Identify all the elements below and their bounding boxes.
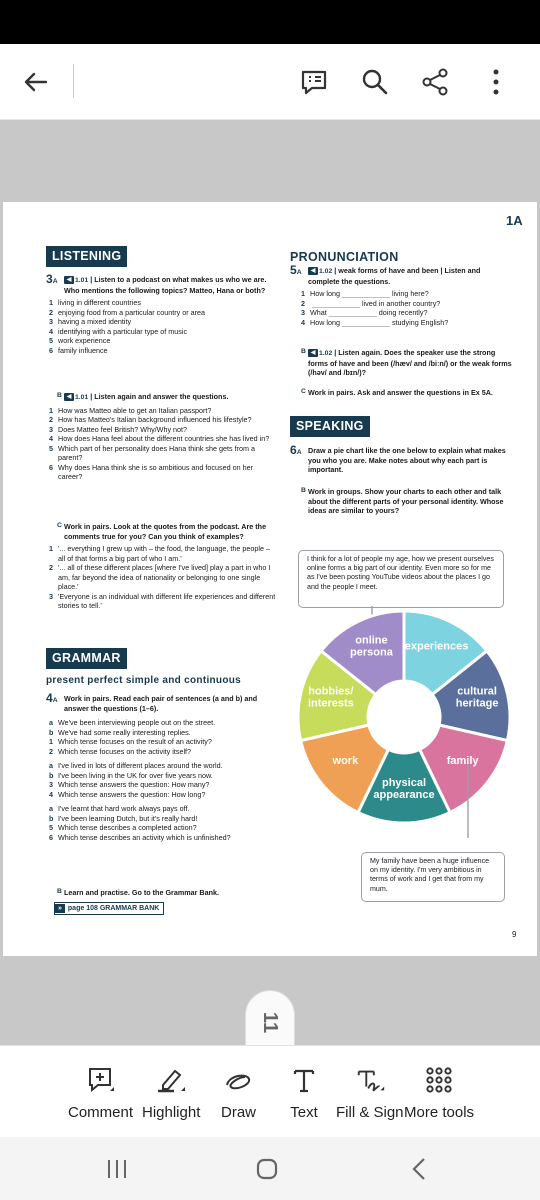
audio-icon: ◀ xyxy=(308,349,318,357)
identity-pie-chart xyxy=(293,606,515,838)
speech-bubble-bottom: My family have been a huge influence on my identity. I'm very ambitious in terms of work and I get that from my mum. xyxy=(361,852,505,902)
pie-label: online persona xyxy=(350,634,393,659)
question-item: 4 How does Hana feel about the different countries she has lived in? xyxy=(49,434,270,444)
pronunciation-header: PRONUNCIATION xyxy=(290,250,399,264)
tool-highlight[interactable]: Highlight xyxy=(142,1064,200,1121)
sentence-line: 2 Which tense focuses on the activity itself? xyxy=(49,746,192,756)
status-bar xyxy=(0,0,540,44)
sentence-line: 6 Which tense describes an activity which is unfinished? xyxy=(49,832,231,842)
exercise-3a: 3A ◀ 1.01 | Listen to a podcast on what makes us who we are. Who mentions the following topics? Matteo, Hana or both? 1 living in different countries 2 enjoying food from a particular country or area 3 having a mixed identity 4 identifying with a particular type of music 5 work experience 6 family influence xyxy=(46,275,276,355)
listening-header: LISTENING xyxy=(46,246,127,267)
exercise-6a: 6A Draw a pie chart like the one below to explain what makes you who you are. Make notes about why each part is important. xyxy=(290,443,506,474)
grammar-header: GRAMMAR xyxy=(46,648,127,669)
grammar-bank-link[interactable]: » page 108 GRAMMAR BANK xyxy=(54,902,164,915)
tool-more-tools[interactable]: More tools xyxy=(404,1064,474,1121)
pie-label: cultural heritage xyxy=(455,685,499,710)
pie-label: experiences xyxy=(404,640,469,653)
home-icon[interactable] xyxy=(255,1157,279,1186)
question-item: 5 Which part of her personality does Hana think she gets from a parent? xyxy=(49,443,255,463)
speaking-header: SPEAKING xyxy=(290,416,370,437)
fill-sign-icon xyxy=(355,1064,387,1096)
comments-icon[interactable] xyxy=(298,66,330,98)
audio-icon: ◀ xyxy=(64,276,74,284)
topic-item: 2 enjoying food from a particular country or area xyxy=(49,307,206,317)
exercise-4a: 4A Work in pairs. Read each pair of sentences (a and b) and answer the questions (1–6). a We've been interviewing people out on the street. b We've had some really interesting replies. 1 Which tense focuses on the result of an activity? 2 Which tense focuses on the activity itself? a I've lived in lots of different places around the world. b I've been living in the UK for over five years now. 3 Which tense answers the question: How many? 4 Which tense answers the question: How long? a I've learnt that hard work always pays off. b I've been learning Dutch, but it's really hard! 5 Which tense describes a completed action? 6 Which tense describes an activity which is unfinished? xyxy=(46,694,276,842)
exercise-6b: B Work in groups. Show your charts to each other and talk about the different parts of your personal identity. Whose ideas are similar to yours? xyxy=(301,487,504,515)
pronunciation-items xyxy=(290,289,512,327)
pie-label: physical appearance xyxy=(373,777,435,801)
question-item: 1 How was Matteo able to get an Italian passport? xyxy=(49,405,212,415)
quote-item: 3 'Everyone is an individual with different life experiences and different stories to tell.' xyxy=(49,591,276,610)
grid-icon xyxy=(423,1064,455,1096)
question-item: 2 How has Matteo's Italian background influenced his lifestyle? xyxy=(49,415,252,425)
back-icon[interactable] xyxy=(408,1157,432,1186)
sentence-line: b I've been learning Dutch, but it's really hard! xyxy=(49,813,198,823)
tool-text[interactable]: Text xyxy=(288,1064,320,1121)
pie-label: hobbies/ interests xyxy=(307,685,354,710)
page-navigation-tab[interactable]: 11 xyxy=(245,990,295,1045)
topics-list xyxy=(46,298,276,355)
text-icon xyxy=(288,1064,320,1096)
draw-icon xyxy=(223,1064,255,1096)
recent-apps-icon[interactable] xyxy=(105,1157,129,1186)
sentence-line: a I've learnt that hard work always pays off. xyxy=(49,804,190,813)
quotes-list xyxy=(46,544,276,611)
question-item: 6 Why does Hana think she is so ambitious and focused on her career? xyxy=(49,462,253,482)
pronunciation-item: 2 ____________ lived in another country? xyxy=(301,298,441,308)
sentence-line: 3 Which tense answers the question: How many? xyxy=(49,780,210,789)
pronunciation-item: 1 How long ____________ living here? xyxy=(301,289,429,299)
grammar-subtitle: present perfect simple and continuous xyxy=(46,675,242,686)
questions-list xyxy=(46,406,276,482)
exercise-3b: B ◀ 1.01 | Listen again and answer the questions. 1 How was Matteo able to get an Italian passport? 2 How has Matteo's Italian background influenced his lifestyle? 3 Does Matteo feel British? Why/Why not? 4 How does Hana feel about the different countries she has lived in? 5 Which part of her personality does Hana think she gets from a parent? 6 Why does Hana think she is so ambitious and focused on her career? xyxy=(46,392,276,482)
topic-item: 3 having a mixed identity xyxy=(49,317,132,327)
audio-icon: ◀ xyxy=(308,267,318,275)
quote-item: 2 '... all of these different places [where I've lived] play a part in who I am, far beyond the idea of nationality or belonging to one single place.' xyxy=(49,563,271,591)
tool-draw[interactable]: Draw xyxy=(221,1064,256,1121)
quote-item: 1 '... everything I grew up with – the food, the language, the people – all of that forms a big part of who I am.' xyxy=(49,544,270,563)
page-number: 9 xyxy=(512,930,517,939)
sentence-line: b I've been living in the UK for over five years now. xyxy=(49,770,213,780)
pronunciation-item: 4 How long ____________ studying English? xyxy=(301,317,449,327)
sentence-line: a I've lived in lots of different places around the world. xyxy=(49,761,223,770)
exercise-4b: B Learn and practise. Go to the Grammar Bank. » page 108 GRAMMAR BANK xyxy=(46,888,276,915)
audio-icon: ◀ xyxy=(64,393,74,401)
pronunciation-item: 3 What ____________ doing recently? xyxy=(301,308,428,318)
sentence-group xyxy=(46,718,276,756)
topic-item: 1 living in different countries xyxy=(49,298,141,308)
top-app-bar xyxy=(0,44,540,120)
system-nav-bar xyxy=(0,1137,540,1200)
unit-badge: 1A xyxy=(506,213,523,228)
sentence-line: 5 Which tense describes a completed action? xyxy=(49,823,197,832)
topic-item: 5 work experience xyxy=(49,336,111,346)
speech-bubble-top: I think for a lot of people my age, how we present ourselves online forms a big part of our identity. Even more so for me as I've been posting YouTube videos about the places I go and the people I meet. xyxy=(298,550,504,608)
exercise-5c: C Work in pairs. Ask and answer the questions in Ex 5A. xyxy=(301,388,493,397)
question-item: 3 Does Matteo feel British? Why/Why not? xyxy=(49,424,188,434)
topic-item: 6 family influence xyxy=(49,345,108,355)
sentence-group xyxy=(46,761,276,799)
divider xyxy=(73,64,74,98)
exercise-5b: B ◀ 1.02 | Listen again. Does the speaker use the strong forms of have and been (/hæv/ and /biːn/) or the weak forms (/həv/ and /bɪn/)? xyxy=(301,348,512,378)
more-vertical-icon[interactable] xyxy=(480,66,512,98)
sentence-line: 4 Which tense answers the question: How long? xyxy=(49,789,206,799)
sentence-line: b We've had some really interesting replies. xyxy=(49,727,191,737)
pie-label: work xyxy=(332,754,359,767)
sentence-line: a We've been interviewing people out on the street. xyxy=(49,718,216,727)
sentence-group xyxy=(46,804,276,842)
document-viewer[interactable] xyxy=(0,120,540,1045)
document-page xyxy=(3,202,537,956)
tool-fill-sign[interactable]: Fill & Sign xyxy=(336,1064,404,1121)
share-icon[interactable] xyxy=(419,66,451,98)
comment-icon xyxy=(85,1064,117,1096)
sentence-line: 1 Which tense focuses on the result of an activity? xyxy=(49,737,212,746)
topic-item: 4 identifying with a particular type of music xyxy=(49,326,188,336)
exercise-3c: C Work in pairs. Look at the quotes from the podcast. Are the comments true for you? Can you think of examples? 1 '... everything I grew up with – the food, the language, the people – all of that forms a big part of who I am.' 2 '... all of these different places [where I've lived] play a part in who I am, far beyond the idea of nationality or belonging to one single place.' 3 'Everyone is an individual with different life experiences and different stories to tell.' xyxy=(46,522,276,611)
back-arrow-icon[interactable] xyxy=(20,66,52,98)
exercise-5a: 5A ◀ 1.02 | weak forms of have and been | Listen and complete the questions. 1 How long ____________ living here? 2 ____________ lived in another country? 3 What ____________ doing recently? 4 How long ____________ studying English? xyxy=(290,266,512,327)
search-icon[interactable] xyxy=(359,66,391,98)
tool-comment[interactable]: Comment xyxy=(68,1064,133,1121)
sentence-groups xyxy=(46,718,276,842)
highlight-icon xyxy=(155,1064,187,1096)
bottom-toolbar xyxy=(0,1045,540,1137)
pie-label: family xyxy=(446,754,479,767)
